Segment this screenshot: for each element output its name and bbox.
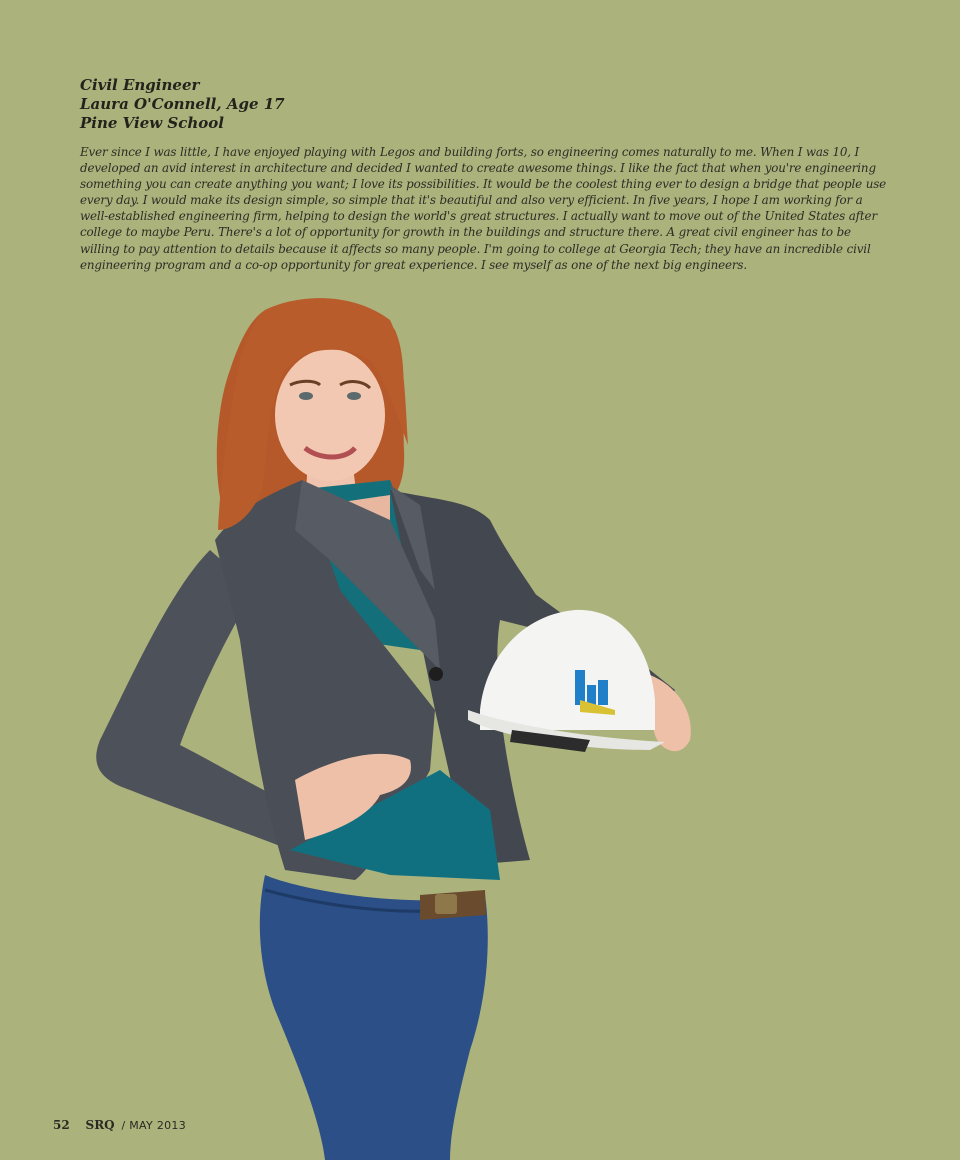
page-number: 52 <box>53 1118 70 1132</box>
portrait-photo <box>90 290 710 1160</box>
article-heading <box>80 76 480 133</box>
jeans <box>260 875 488 1160</box>
article-title: Civil Engineer <box>80 76 200 94</box>
subject-school: Pine View School <box>80 114 224 132</box>
subject-name-age: Laura O'Connell, Age 17 <box>80 95 285 113</box>
article-body: Ever since I was little, I have enjoyed playing with Legos and building forts, so engineering comes naturally to me. When I was 10, I developed an avid interest in architecture and decided I wanted to create awesome things. I like the fact that when you're engineering something you can create anything you want; I love its possibilities. It would be the coolest thing ever to design a bridge that people use every day. I would make its design simple, so simple that it's beautiful and also very efficient. In five years, I hope I am working for a well-established engineering firm, helping to design the world's great structures. I actually want to move out of the United States after college to maybe Peru. There's a lot of opportunity for growth in the buildings and structure there. A great civil engineer has to be willing to pay attention to details because it affects so many people. I'm going to college at Georgia Tech; they have an incredible civil engineering program and a co-op opportunity for great experience. I see myself as one of the next big engineers. <box>80 145 887 272</box>
issue-date: / MAY 2013 <box>121 1119 187 1132</box>
page-footer <box>53 1118 186 1134</box>
magazine-name: SRQ <box>85 1118 115 1132</box>
